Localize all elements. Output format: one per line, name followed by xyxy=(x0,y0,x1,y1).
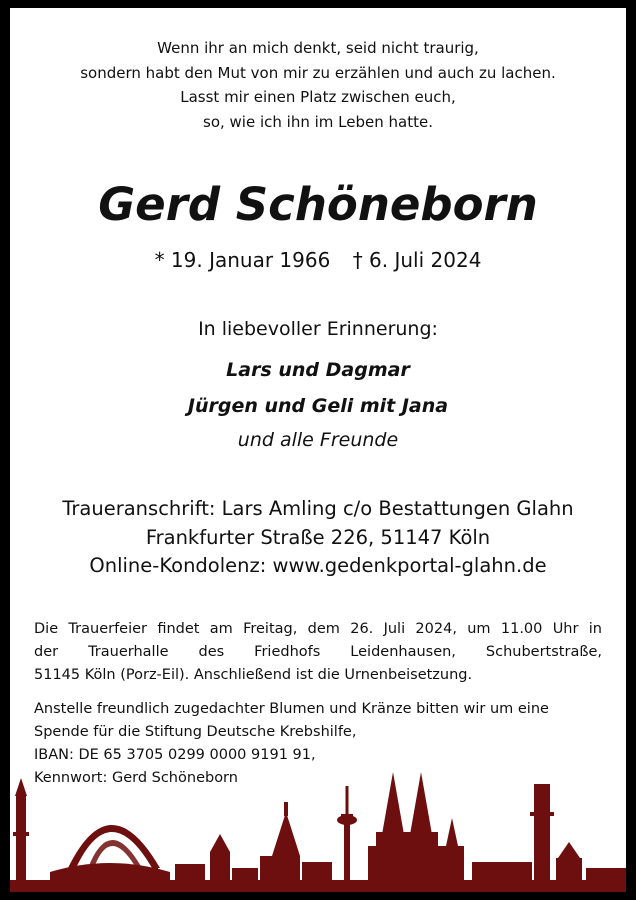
mourning-address xyxy=(10,495,626,581)
mourner-line: Jürgen und Geli mit Jana xyxy=(187,395,449,417)
birth-date: * 19. Januar 1966 xyxy=(154,248,331,272)
cologne-skyline-icon xyxy=(10,772,626,892)
mourner-line: Lars und Dagmar xyxy=(226,359,410,381)
death-date: † 6. Juli 2024 xyxy=(352,248,482,272)
donation-iban: IBAN: DE 65 3705 0299 0000 9191 91, xyxy=(34,747,316,763)
funeral-info-line: der Trauerhalle des Friedhofs Leidenhausen, Schubertstraße, xyxy=(34,644,602,660)
poem-line: Wenn ihr an mich denkt, seid nicht traurig, xyxy=(157,39,479,57)
donation-keyword: Kennwort: Gerd Schöneborn xyxy=(34,770,238,786)
donation-info-line: Anstelle freundlich zugedachter Blumen und Kränze bitten wir um eine xyxy=(34,701,549,717)
memory-heading: In liebevoller Erinnerung: xyxy=(198,318,438,340)
address-line: Traueranschrift: Lars Amling c/o Bestattungen Glahn xyxy=(62,497,574,520)
poem-line: so, wie ich ihn im Leben hatte. xyxy=(203,112,433,131)
poem-line: Lasst mir einen Platz zwischen euch, xyxy=(180,88,456,106)
poem-line: sondern habt den Mut von mir zu erzählen und auch zu lachen. xyxy=(80,63,556,82)
deceased-name: Gerd Schöneborn xyxy=(98,178,538,231)
donation-info-line: Spende für die Stiftung Deutsche Krebshilfe, xyxy=(34,724,357,740)
mourner-line: und alle Freunde xyxy=(237,429,399,451)
obituary-card xyxy=(10,8,626,892)
funeral-info-line: 51145 Köln (Porz-Eil). Anschließend ist die Urnenbeisetzung. xyxy=(34,667,473,683)
online-condolence: Online-Kondolenz: www.gedenkportal-glahn.de xyxy=(89,554,547,577)
funeral-info-line: Die Trauerfeier findet am Freitag, dem 26. Juli 2024, um 11.00 Uhr in xyxy=(34,621,602,637)
life-dates xyxy=(10,246,626,274)
address-line: Frankfurter Straße 226, 51147 Köln xyxy=(145,525,491,549)
poem xyxy=(10,36,626,134)
funeral-info xyxy=(34,618,602,687)
